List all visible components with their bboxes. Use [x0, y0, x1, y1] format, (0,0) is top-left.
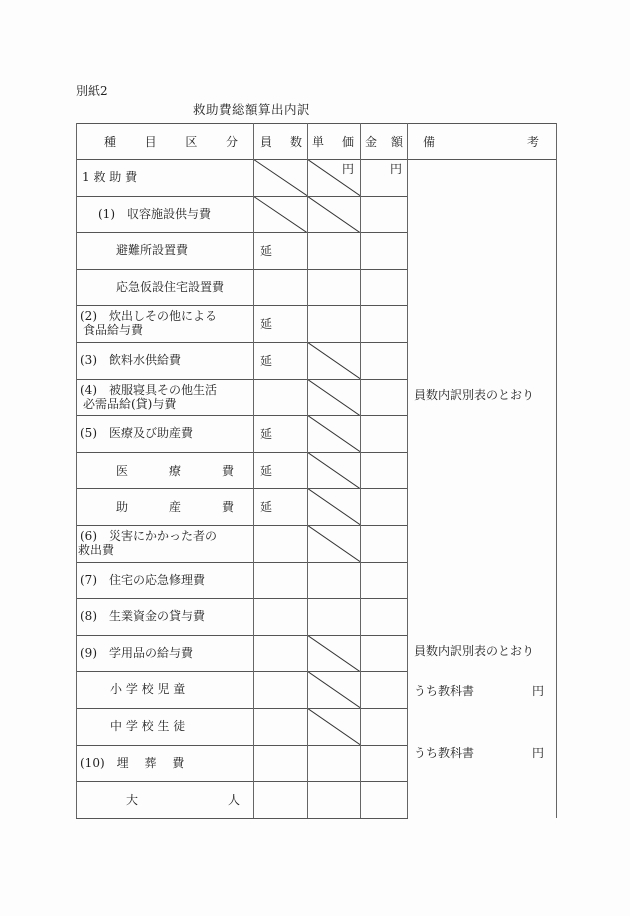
- row-unit-prefix: 延: [260, 500, 273, 515]
- diagonal-slash: [307, 488, 360, 525]
- row-label: (5) 医療及び助産費: [80, 426, 193, 441]
- row-divider: [76, 708, 408, 709]
- row-label: (4) 被服寝具その他生活: [80, 382, 217, 397]
- row-label-continued: 食品給与費: [83, 323, 144, 338]
- row-divider: [76, 269, 408, 270]
- column-divider: [253, 123, 254, 818]
- diagonal-slash: [307, 708, 360, 745]
- row-label: 助 産 費: [116, 500, 234, 515]
- row-label: 大 人: [126, 792, 240, 807]
- diagonal-slash: [307, 415, 360, 452]
- remarks-textbook-2-unit: 円: [532, 746, 545, 760]
- row-label: (2) 炊出しその他による: [80, 309, 217, 324]
- row-divider: [76, 488, 408, 489]
- row-label: 1 救 助 費: [82, 170, 138, 184]
- remarks-note-members-2: 員数内訳別表のとおり: [414, 644, 535, 658]
- row-unit-prefix: 延: [260, 463, 273, 478]
- row-label: 小 学 校 児 童: [110, 682, 186, 697]
- row-label: 避難所設置費: [116, 243, 189, 258]
- remarks-textbook-1-unit: 円: [532, 684, 545, 698]
- remarks-note-members-1: 員数内訳別表のとおり: [414, 388, 535, 402]
- column-divider: [407, 123, 408, 818]
- diagonal-slash: [253, 196, 307, 233]
- row-divider: [76, 196, 408, 197]
- row-label: (3) 飲料水供給費: [80, 353, 181, 367]
- row-unit-prefix: 延: [260, 317, 273, 332]
- row-divider: [76, 781, 408, 782]
- diagonal-slash: [307, 452, 360, 489]
- column-divider: [76, 123, 77, 818]
- row-divider: [76, 562, 408, 563]
- row-label: 中 学 校 生 徒: [110, 719, 186, 733]
- row-divider: [76, 818, 408, 819]
- remarks-textbook-2: うち教科書: [414, 746, 475, 760]
- column-divider: [307, 123, 308, 818]
- row-divider: [76, 452, 408, 453]
- unit-price-currency: 円: [342, 162, 355, 176]
- row-divider: [76, 305, 408, 306]
- document-label: 別紙2: [76, 84, 108, 98]
- row-label-continued: 救出費: [78, 543, 115, 557]
- row-label: (1) 収容施設供与費: [98, 206, 211, 221]
- row-divider: [76, 123, 557, 124]
- amount-currency: 円: [390, 162, 403, 176]
- row-divider: [76, 379, 408, 380]
- diagonal-slash: [253, 159, 307, 196]
- header-remarks: 備 考: [423, 134, 539, 149]
- row-divider: [76, 342, 408, 343]
- diagonal-slash: [307, 196, 360, 233]
- row-divider: [76, 671, 408, 672]
- row-divider: [76, 745, 408, 746]
- row-label: 応急仮設住宅設置費: [116, 279, 225, 294]
- row-label: 医 療 費: [116, 463, 234, 478]
- row-label: (8) 生業資金の貸与費: [80, 609, 205, 624]
- diagonal-slash: [307, 379, 360, 416]
- header-unit-price: 単 価: [312, 134, 354, 149]
- column-divider: [360, 123, 361, 818]
- row-divider: [76, 525, 408, 526]
- header-count: 員 数: [260, 134, 302, 149]
- diagonal-slash: [307, 525, 360, 562]
- row-divider: [76, 635, 408, 636]
- row-label-continued: 必需品給(貸)与費: [83, 396, 177, 411]
- row-label: (10) 埋 葬 費: [80, 755, 185, 770]
- row-label: (9) 学用品の給与費: [80, 645, 193, 660]
- row-unit-prefix: 延: [260, 354, 273, 368]
- diagonal-slash: [307, 159, 360, 196]
- row-unit-prefix: 延: [260, 244, 273, 259]
- row-divider: [76, 232, 408, 233]
- diagonal-slash: [307, 635, 360, 672]
- remarks-textbook-1: うち教科書: [414, 684, 475, 698]
- row-label: (7) 住宅の応急修理費: [80, 572, 205, 587]
- row-label: (6) 災害にかかった者の: [80, 529, 217, 543]
- row-divider: [76, 415, 408, 416]
- document-title: 救助費総額算出内訳: [193, 102, 311, 117]
- row-divider: [76, 159, 557, 160]
- diagonal-slash: [307, 342, 360, 379]
- header-amount: 金 額: [365, 134, 403, 149]
- row-divider: [76, 598, 408, 599]
- header-category: 種 目 区 分: [104, 134, 238, 149]
- diagonal-slash: [307, 671, 360, 708]
- column-divider: [556, 123, 557, 818]
- row-unit-prefix: 延: [260, 427, 273, 442]
